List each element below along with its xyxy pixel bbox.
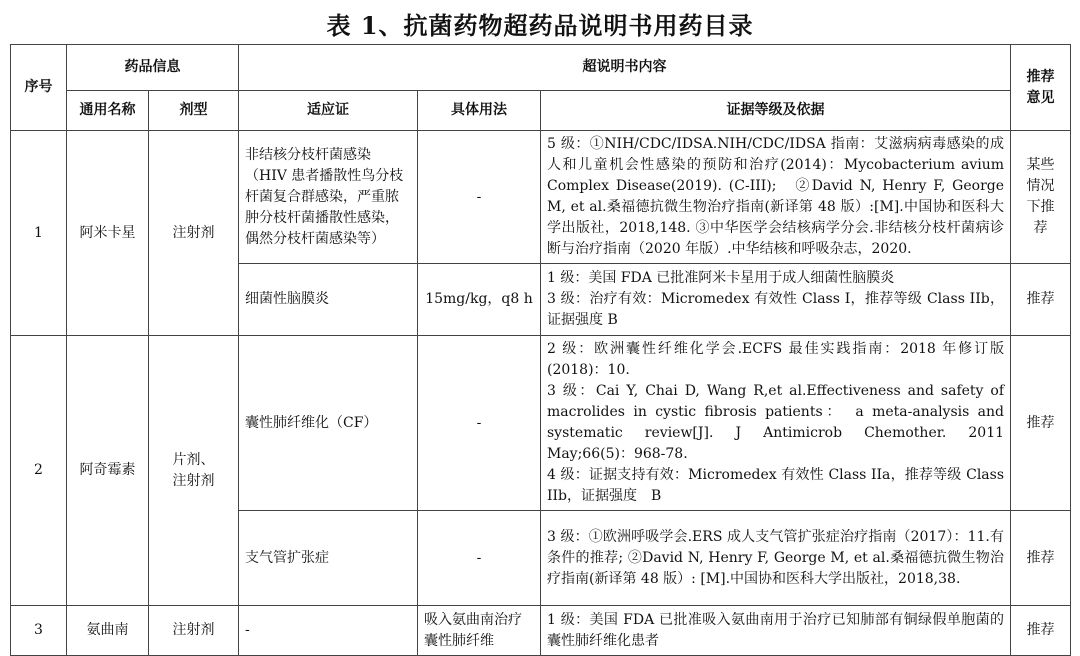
generic-name-cell: 阿奇霉素 xyxy=(67,336,149,606)
usage-cell: - xyxy=(418,131,541,264)
header-generic-name: 通用名称 xyxy=(67,91,149,131)
indication-cell: 非结核分枝杆菌感染（HIV 患者播散性鸟分枝杆菌复合群感染，严重脓肿分枝杆菌播散性感染，偶然分枝杆菌感染等） xyxy=(239,131,418,264)
drug-table xyxy=(10,44,1071,656)
usage-cell: 15mg/kg，q8 h xyxy=(418,264,541,336)
evidence-cell xyxy=(541,264,1011,336)
usage-cell: 吸入氨曲南治疗囊性肺纤维 xyxy=(418,606,541,656)
seq-cell: 3 xyxy=(11,606,67,656)
indication-cell: 支气管扩张症 xyxy=(239,511,418,606)
header-seq: 序号 xyxy=(11,45,67,131)
table-row xyxy=(11,606,1071,656)
evidence-cell xyxy=(541,131,1011,264)
header-drug-info: 药品信息 xyxy=(67,45,239,91)
usage-cell: - xyxy=(418,511,541,606)
generic-name-cell: 氨曲南 xyxy=(67,606,149,656)
indication-cell: 细菌性脑膜炎 xyxy=(239,264,418,336)
dosage-form-cell: 片剂、注射剂 xyxy=(149,336,239,606)
dosage-form-cell: 注射剂 xyxy=(149,131,239,336)
evidence-text: 4 级：证据支持有效：Micromedex 有效性 Class IIa，推荐等级 Class IIb，证据强度 B xyxy=(547,467,1005,504)
evidence-cell xyxy=(541,606,1011,656)
table-row xyxy=(11,336,1071,511)
seq-cell: 2 xyxy=(11,336,67,606)
recommendation-cell: 推荐 xyxy=(1011,606,1071,656)
indication-cell: - xyxy=(239,606,418,656)
evidence-cell xyxy=(541,511,1011,606)
seq-cell: 1 xyxy=(11,131,67,336)
evidence-text: 3 级：①欧洲呼吸学会.ERS 成人支气管扩张症治疗指南（2017）：11.有条件的推荐; ②David N, Henry F, George M, et al.桑福德抗微生物治疗指南(新译第 48 版）: [M].中国协和医科大学出版社，2018,38. xyxy=(547,528,1005,587)
document-title: 表 1、抗菌药物超药品说明书用药目录 xyxy=(326,11,754,40)
evidence-text: 1 级：美国 FDA 已批准吸入氨曲南用于治疗已知肺部有铜绿假单胞菌的囊性肺纤维化患者 xyxy=(547,611,1005,649)
header-dosage-form: 剂型 xyxy=(149,91,239,131)
evidence-text: 3 级：Cai Y, Chai D, Wang R,et al.Effectiveness and safety of macrolides in cystic fibrosis patients： a meta-analysis and systematic review[J]. J Antimicrob Chemother. 2011 May;66(5)：968-78. xyxy=(547,383,1005,462)
indication-cell: 囊性肺纤维化（CF） xyxy=(239,336,418,511)
evidence-text: 2 级：欧洲囊性纤维化学会.ECFS 最佳实践指南：2018 年修订版(2018)：10. xyxy=(547,341,1005,378)
recommendation-cell: 推荐 xyxy=(1011,511,1071,606)
evidence-text: 3 级：治疗有效：Micromedex 有效性 Class I，推荐等级 Class IIb，证据强度 B xyxy=(547,291,1005,328)
header-indication: 适应证 xyxy=(239,91,418,131)
usage-cell: - xyxy=(418,336,541,511)
recommendation-cell: 某些情况下推荐 xyxy=(1011,131,1071,264)
header-recommendation: 推荐意见 xyxy=(1011,45,1071,131)
header-off-label: 超说明书内容 xyxy=(239,45,1011,91)
recommendation-cell: 推荐 xyxy=(1011,336,1071,511)
recommendation-cell: 推荐 xyxy=(1011,264,1071,336)
dosage-form-cell: 注射剂 xyxy=(149,606,239,656)
evidence-cell xyxy=(541,336,1011,511)
table-row xyxy=(11,131,1071,264)
header-evidence: 证据等级及依据 xyxy=(541,91,1011,131)
header-usage: 具体用法 xyxy=(418,91,541,131)
evidence-text: 1 级：美国 FDA 已批准阿米卡星用于成人细菌性脑膜炎 xyxy=(547,270,895,286)
generic-name-cell: 阿米卡星 xyxy=(67,131,149,336)
evidence-text: 5 级：①NIH/CDC/IDSA.NIH/CDC/IDSA 指南：艾滋病病毒感染的成人和儿童机会性感染的预防和治疗(2014)：Mycobacterium avium Complex Disease(2019). (C-III); ②David N, Henry F, George M, et al.桑福德抗微生物治疗指南(新译第 48 版）:[M].中国协和医科大学出版社，2018,148. ③中华医学会结核病学分会.非结核分枝杆菌病诊断与治疗指南（2020 年版）.中华结核和呼吸杂志，2020. xyxy=(547,136,1005,257)
